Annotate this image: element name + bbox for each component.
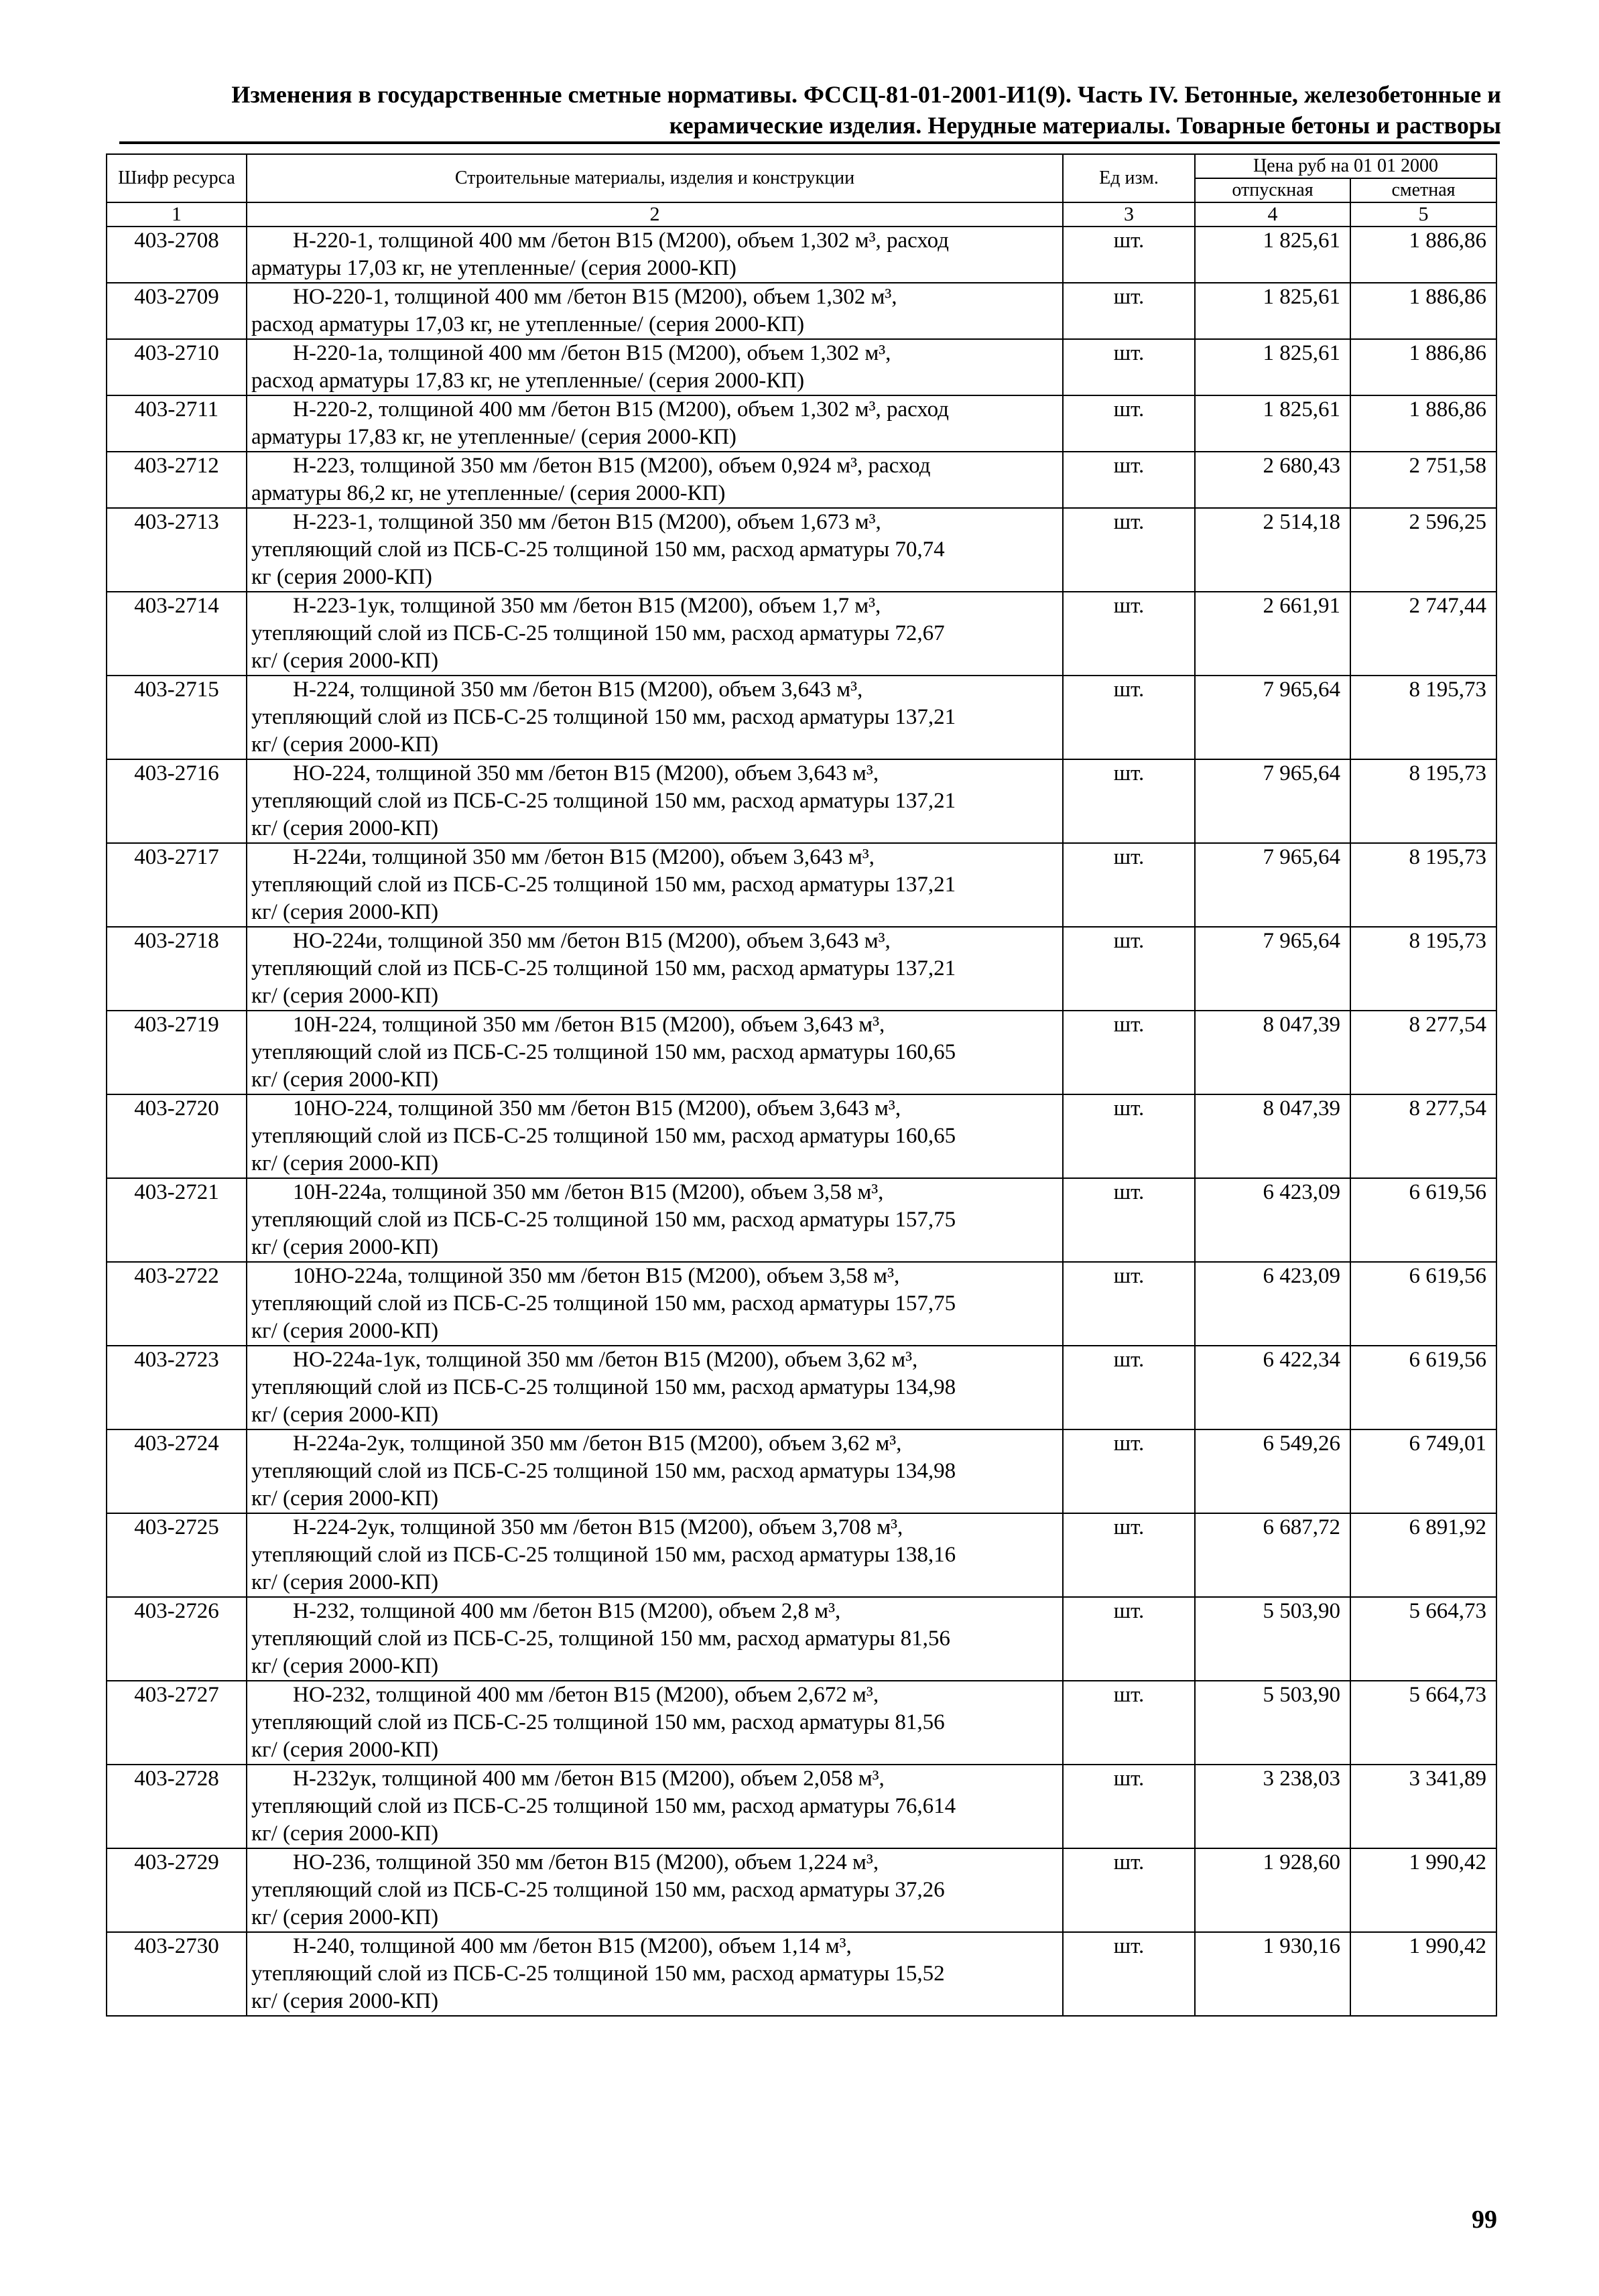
resource-code: 403-2715 (107, 676, 247, 759)
resource-description (247, 1346, 1063, 1429)
page-title-line-1: Изменения в государственные сметные нормативы. ФССЦ-81-01-2001-И1(9). Часть IV. Бетонные, железобетонные и (231, 81, 1501, 108)
unit-cell: шт. (1063, 339, 1195, 395)
description-line: Н-220-2, толщиной 400 мм /бетон В15 (М200), объем 1,302 м³, расход (293, 397, 949, 422)
unit-cell: шт. (1063, 592, 1195, 676)
resource-price-table (106, 153, 1497, 2017)
release-price: 7 965,64 (1195, 843, 1350, 927)
resource-code: 403-2722 (107, 1262, 247, 1346)
estimate-price: 5 664,73 (1350, 1681, 1496, 1765)
description-line: кг/ (серия 2000-КП) (251, 1068, 439, 1092)
description-line: кг/ (серия 2000-КП) (251, 1403, 439, 1427)
description-line: кг/ (серия 2000-КП) (251, 1235, 439, 1259)
description-line: Н-224а-2ук, толщиной 350 мм /бетон В15 (М200), объем 3,62 м³, (293, 1431, 902, 1456)
estimate-price: 1 990,42 (1350, 1932, 1496, 2016)
estimate-price: 6 891,92 (1350, 1513, 1496, 1597)
estimate-price: 1 886,86 (1350, 283, 1496, 339)
table-row (107, 1932, 1496, 2016)
description-line: Н-223-1, толщиной 350 мм /бетон В15 (М200), объем 1,673 м³, (293, 510, 881, 534)
table-row (107, 1848, 1496, 1932)
header-unit: Ед изм. (1063, 154, 1195, 202)
description-line: НО-236, толщиной 350 мм /бетон В15 (М200), объем 1,224 м³, (293, 1850, 879, 1874)
estimate-price: 8 277,54 (1350, 1094, 1496, 1178)
resource-code: 403-2709 (107, 283, 247, 339)
header-code: Шифр ресурса (107, 154, 247, 202)
resource-code: 403-2718 (107, 927, 247, 1011)
resource-description (247, 592, 1063, 676)
resource-code: 403-2712 (107, 452, 247, 508)
resource-code: 403-2716 (107, 759, 247, 843)
description-line: кг/ (серия 2000-КП) (251, 816, 439, 840)
description-line: расход арматуры 17,83 кг, не утепленные/ (серия 2000-КП) (251, 369, 805, 393)
release-price: 1 928,60 (1195, 1848, 1350, 1932)
resource-description (247, 676, 1063, 759)
release-price: 5 503,90 (1195, 1597, 1350, 1681)
description-line: арматуры 17,83 кг, не утепленные/ (серия 2000-КП) (251, 425, 737, 449)
release-price: 3 238,03 (1195, 1765, 1350, 1848)
description-line: 10НО-224а, толщиной 350 мм /бетон В15 (М200), объем 3,58 м³, (293, 1264, 900, 1288)
unit-cell: шт. (1063, 1178, 1195, 1262)
estimate-price: 2 596,25 (1350, 508, 1496, 592)
resource-description (247, 927, 1063, 1011)
table-row (107, 1765, 1496, 1848)
unit-cell: шт. (1063, 843, 1195, 927)
estimate-price: 8 195,73 (1350, 843, 1496, 927)
table-row (107, 676, 1496, 759)
resource-description (247, 1429, 1063, 1513)
release-price: 6 549,26 (1195, 1429, 1350, 1513)
unit-cell: шт. (1063, 1597, 1195, 1681)
description-line: кг/ (серия 2000-КП) (251, 1654, 439, 1678)
resource-description (247, 227, 1063, 283)
resource-description (247, 1094, 1063, 1178)
table-row (107, 508, 1496, 592)
description-line: Н-224и, толщиной 350 мм /бетон В15 (М200), объем 3,643 м³, (293, 845, 875, 869)
column-number: 4 (1195, 202, 1350, 227)
page-number: 99 (1472, 2206, 1497, 2234)
resource-code: 403-2724 (107, 1429, 247, 1513)
description-line: утепляющий слой из ПСБ-С-25 толщиной 150 мм, расход арматуры 157,75 (251, 1208, 956, 1232)
unit-cell: шт. (1063, 1262, 1195, 1346)
description-line: кг/ (серия 2000-КП) (251, 649, 439, 673)
title-rule (119, 141, 1500, 144)
unit-cell: шт. (1063, 283, 1195, 339)
resource-description (247, 508, 1063, 592)
release-price: 2 680,43 (1195, 452, 1350, 508)
resource-description (247, 283, 1063, 339)
resource-code: 403-2717 (107, 843, 247, 927)
page-title-line-2: керамические изделия. Нерудные материалы. Товарные бетоны и растворы (669, 112, 1501, 139)
resource-description (247, 1932, 1063, 2016)
release-price: 1 825,61 (1195, 395, 1350, 452)
estimate-price: 8 195,73 (1350, 927, 1496, 1011)
description-line: кг (серия 2000-КП) (251, 565, 432, 589)
unit-cell: шт. (1063, 676, 1195, 759)
table-row (107, 395, 1496, 452)
description-line: арматуры 86,2 кг, не утепленные/ (серия 2000-КП) (251, 481, 726, 505)
unit-cell: шт. (1063, 1346, 1195, 1429)
resource-description (247, 1848, 1063, 1932)
table-row (107, 592, 1496, 676)
header-price-estimate: сметная (1350, 178, 1496, 202)
description-line: 10Н-224, толщиной 350 мм /бетон В15 (М200), объем 3,643 м³, (293, 1013, 885, 1037)
unit-cell: шт. (1063, 759, 1195, 843)
resource-description (247, 395, 1063, 452)
estimate-price: 8 195,73 (1350, 759, 1496, 843)
description-line: арматуры 17,03 кг, не утепленные/ (серия 2000-КП) (251, 256, 737, 280)
table-header-row (107, 154, 1496, 178)
release-price: 7 965,64 (1195, 676, 1350, 759)
table-row (107, 1346, 1496, 1429)
description-line: утепляющий слой из ПСБ-С-25 толщиной 150 мм, расход арматуры 160,65 (251, 1124, 956, 1148)
resource-description (247, 1178, 1063, 1262)
unit-cell: шт. (1063, 508, 1195, 592)
resource-code: 403-2714 (107, 592, 247, 676)
table-row (107, 1429, 1496, 1513)
table-row (107, 1597, 1496, 1681)
table-row (107, 843, 1496, 927)
column-number: 3 (1063, 202, 1195, 227)
unit-cell: шт. (1063, 1429, 1195, 1513)
description-line: кг/ (серия 2000-КП) (251, 984, 439, 1008)
estimate-price: 5 664,73 (1350, 1597, 1496, 1681)
resource-description (247, 1681, 1063, 1765)
description-line: Н-224-2ук, толщиной 350 мм /бетон В15 (М200), объем 3,708 м³, (293, 1515, 903, 1539)
unit-cell: шт. (1063, 1932, 1195, 2016)
unit-cell: шт. (1063, 1513, 1195, 1597)
description-line: утепляющий слой из ПСБ-С-25 толщиной 150 мм, расход арматуры 157,75 (251, 1291, 956, 1316)
release-price: 6 423,09 (1195, 1262, 1350, 1346)
estimate-price: 1 886,86 (1350, 227, 1496, 283)
estimate-price: 6 619,56 (1350, 1346, 1496, 1429)
resource-description (247, 1011, 1063, 1094)
description-line: Н-223, толщиной 350 мм /бетон В15 (М200), объем 0,924 м³, расход (293, 454, 931, 478)
release-price: 1 825,61 (1195, 227, 1350, 283)
description-line: кг/ (серия 2000-КП) (251, 1570, 439, 1594)
description-line: утепляющий слой из ПСБ-С-25 толщиной 150 мм, расход арматуры 37,26 (251, 1878, 945, 1902)
column-number: 2 (247, 202, 1063, 227)
release-price: 8 047,39 (1195, 1094, 1350, 1178)
unit-cell: шт. (1063, 1765, 1195, 1848)
resource-description (247, 452, 1063, 508)
table-row (107, 1262, 1496, 1346)
estimate-price: 1 886,86 (1350, 395, 1496, 452)
table-row (107, 1011, 1496, 1094)
table-row (107, 1094, 1496, 1178)
table-body (107, 227, 1496, 2016)
estimate-price: 6 619,56 (1350, 1178, 1496, 1262)
column-number: 1 (107, 202, 247, 227)
estimate-price: 6 749,01 (1350, 1429, 1496, 1513)
description-line: Н-220-1а, толщиной 400 мм /бетон В15 (М200), объем 1,302 м³, (293, 341, 891, 365)
description-line: 10НО-224, толщиной 350 мм /бетон В15 (М200), объем 3,643 м³, (293, 1096, 901, 1121)
description-line: утепляющий слой из ПСБ-С-25, толщиной 150 мм, расход арматуры 81,56 (251, 1627, 950, 1651)
description-line: НО-220-1, толщиной 400 мм /бетон В15 (М200), объем 1,302 м³, (293, 285, 897, 309)
unit-cell: шт. (1063, 927, 1195, 1011)
column-number: 5 (1350, 202, 1496, 227)
release-price: 1 825,61 (1195, 339, 1350, 395)
description-line: утепляющий слой из ПСБ-С-25 толщиной 150 мм, расход арматуры 76,614 (251, 1794, 956, 1818)
resource-description (247, 759, 1063, 843)
resource-code: 403-2728 (107, 1765, 247, 1848)
resource-code: 403-2725 (107, 1513, 247, 1597)
description-line: кг/ (серия 2000-КП) (251, 1989, 439, 2013)
description-line: НО-232, толщиной 400 мм /бетон В15 (М200), объем 2,672 м³, (293, 1683, 879, 1707)
release-price: 1 930,16 (1195, 1932, 1350, 2016)
description-line: утепляющий слой из ПСБ-С-25 толщиной 150 мм, расход арматуры 137,21 (251, 873, 956, 897)
header-price-release: отпускная (1195, 178, 1350, 202)
release-price: 8 047,39 (1195, 1011, 1350, 1094)
estimate-price: 3 341,89 (1350, 1765, 1496, 1848)
description-line: утепляющий слой из ПСБ-С-25 толщиной 150 мм, расход арматуры 138,16 (251, 1543, 956, 1567)
resource-code: 403-2730 (107, 1932, 247, 2016)
release-price: 6 423,09 (1195, 1178, 1350, 1262)
description-line: утепляющий слой из ПСБ-С-25 толщиной 150 мм, расход арматуры 137,21 (251, 956, 956, 980)
description-line: утепляющий слой из ПСБ-С-25 толщиной 150 мм, расход арматуры 15,52 (251, 1962, 945, 1986)
resource-code: 403-2711 (107, 395, 247, 452)
release-price: 5 503,90 (1195, 1681, 1350, 1765)
unit-cell: шт. (1063, 395, 1195, 452)
resource-code: 403-2729 (107, 1848, 247, 1932)
description-line: НО-224а-1ук, толщиной 350 мм /бетон В15 (М200), объем 3,62 м³, (293, 1348, 918, 1372)
description-line: кг/ (серия 2000-КП) (251, 1905, 439, 1929)
unit-cell: шт. (1063, 227, 1195, 283)
description-line: Н-224, толщиной 350 мм /бетон В15 (М200), объем 3,643 м³, (293, 678, 863, 702)
resource-code: 403-2723 (107, 1346, 247, 1429)
description-line: Н-232, толщиной 400 мм /бетон В15 (М200), объем 2,8 м³, (293, 1599, 841, 1623)
unit-cell: шт. (1063, 1681, 1195, 1765)
resource-code: 403-2719 (107, 1011, 247, 1094)
release-price: 2 514,18 (1195, 508, 1350, 592)
release-price: 2 661,91 (1195, 592, 1350, 676)
resource-description (247, 843, 1063, 927)
description-line: кг/ (серия 2000-КП) (251, 900, 439, 924)
resource-code: 403-2713 (107, 508, 247, 592)
unit-cell: шт. (1063, 1011, 1195, 1094)
unit-cell: шт. (1063, 1848, 1195, 1932)
description-line: кг/ (серия 2000-КП) (251, 1151, 439, 1175)
release-price: 7 965,64 (1195, 759, 1350, 843)
estimate-price: 8 277,54 (1350, 1011, 1496, 1094)
release-price: 6 687,72 (1195, 1513, 1350, 1597)
header-description: Строительные материалы, изделия и конструкции (247, 154, 1063, 202)
description-line: кг/ (серия 2000-КП) (251, 1822, 439, 1846)
description-line: НО-224и, толщиной 350 мм /бетон В15 (М200), объем 3,643 м³, (293, 929, 891, 953)
estimate-price: 1 886,86 (1350, 339, 1496, 395)
estimate-price: 2 747,44 (1350, 592, 1496, 676)
release-price: 6 422,34 (1195, 1346, 1350, 1429)
resource-description (247, 1513, 1063, 1597)
table-row (107, 1681, 1496, 1765)
release-price: 1 825,61 (1195, 283, 1350, 339)
unit-cell: шт. (1063, 1094, 1195, 1178)
resource-code: 403-2720 (107, 1094, 247, 1178)
description-line: утепляющий слой из ПСБ-С-25 толщиной 150 мм, расход арматуры 160,65 (251, 1040, 956, 1064)
description-line: кг/ (серия 2000-КП) (251, 1738, 439, 1762)
description-line: утепляющий слой из ПСБ-С-25 толщиной 150 мм, расход арматуры 134,98 (251, 1459, 956, 1483)
estimate-price: 1 990,42 (1350, 1848, 1496, 1932)
description-line: расход арматуры 17,03 кг, не утепленные/ (серия 2000-КП) (251, 312, 805, 336)
description-line: утепляющий слой из ПСБ-С-25 толщиной 150 мм, расход арматуры 70,74 (251, 537, 945, 562)
estimate-price: 6 619,56 (1350, 1262, 1496, 1346)
description-line: утепляющий слой из ПСБ-С-25 толщиной 150 мм, расход арматуры 81,56 (251, 1710, 945, 1734)
description-line: кг/ (серия 2000-КП) (251, 1319, 439, 1343)
table-row (107, 452, 1496, 508)
description-line: НО-224, толщиной 350 мм /бетон В15 (М200), объем 3,643 м³, (293, 761, 879, 785)
header-price-group: Цена руб на 01 01 2000 (1195, 154, 1496, 178)
description-line: 10Н-224а, толщиной 350 мм /бетон В15 (М200), объем 3,58 м³, (293, 1180, 884, 1204)
resource-code: 403-2726 (107, 1597, 247, 1681)
resource-code: 403-2710 (107, 339, 247, 395)
resource-code: 403-2721 (107, 1178, 247, 1262)
resource-code: 403-2708 (107, 227, 247, 283)
description-line: Н-223-1ук, толщиной 350 мм /бетон В15 (М200), объем 1,7 м³, (293, 594, 881, 618)
resource-description (247, 339, 1063, 395)
table-row (107, 1513, 1496, 1597)
description-line: утепляющий слой из ПСБ-С-25 толщиной 150 мм, расход арматуры 137,21 (251, 705, 956, 729)
table-row (107, 1178, 1496, 1262)
table-row (107, 283, 1496, 339)
resource-description (247, 1262, 1063, 1346)
description-line: Н-232ук, толщиной 400 мм /бетон В15 (М200), объем 2,058 м³, (293, 1767, 885, 1791)
resource-description (247, 1597, 1063, 1681)
description-line: утепляющий слой из ПСБ-С-25 толщиной 150 мм, расход арматуры 72,67 (251, 621, 945, 645)
description-line: Н-240, толщиной 400 мм /бетон В15 (М200), объем 1,14 м³, (293, 1934, 852, 1958)
page-title (107, 79, 1501, 141)
table-row (107, 927, 1496, 1011)
description-line: Н-220-1, толщиной 400 мм /бетон В15 (М200), объем 1,302 м³, расход (293, 229, 949, 253)
description-line: кг/ (серия 2000-КП) (251, 1486, 439, 1511)
description-line: кг/ (серия 2000-КП) (251, 732, 439, 757)
table-row (107, 339, 1496, 395)
table-row (107, 227, 1496, 283)
column-number-row (107, 202, 1496, 227)
table-row (107, 759, 1496, 843)
description-line: утепляющий слой из ПСБ-С-25 толщиной 150 мм, расход арматуры 137,21 (251, 789, 956, 813)
release-price: 7 965,64 (1195, 927, 1350, 1011)
estimate-price: 8 195,73 (1350, 676, 1496, 759)
unit-cell: шт. (1063, 452, 1195, 508)
estimate-price: 2 751,58 (1350, 452, 1496, 508)
resource-description (247, 1765, 1063, 1848)
resource-code: 403-2727 (107, 1681, 247, 1765)
description-line: утепляющий слой из ПСБ-С-25 толщиной 150 мм, расход арматуры 134,98 (251, 1375, 956, 1399)
